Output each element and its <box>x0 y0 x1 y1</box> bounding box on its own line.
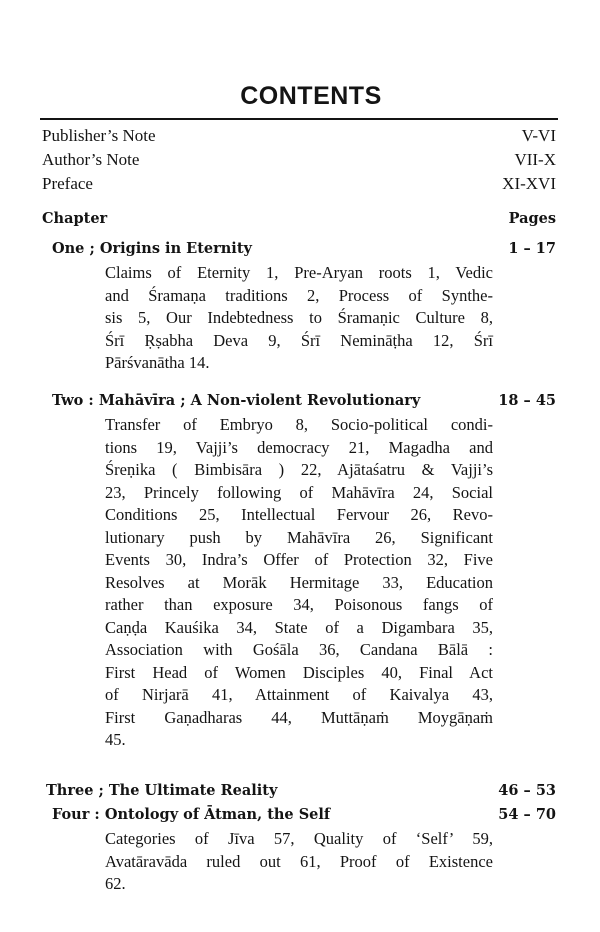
chapter-summary <box>105 414 493 752</box>
chapter-number: Two : <box>52 392 94 409</box>
chapter-number: One ; <box>52 240 95 257</box>
summary-line: Avatāravāda ruled out 61, Proof of Existence <box>105 851 493 871</box>
summary-line: First Gaṇadharas 44, Muttāṇaṁ Moygāṇaṁ <box>105 707 493 727</box>
front-matter-row <box>42 150 556 174</box>
summary-line: Pārśvanātha 14. <box>105 353 210 372</box>
entry-label: Preface <box>42 174 93 193</box>
front-matter-row <box>42 174 556 198</box>
summary-line: tions 19, Vajji’s democracy 21, Magadha and <box>105 437 493 457</box>
summary-line: Śreṇika ( Bimbisāra ) 22, Ajātaśatru & Vajji’s <box>105 460 493 479</box>
chapter-row <box>52 806 556 830</box>
summary-line: Śrī Ṛṣabha Deva 9, Śrī Nemināṭha 12, Śrī <box>105 330 493 350</box>
chapter-title: The Ultimate Reality <box>108 782 278 799</box>
chapter-summary <box>105 828 493 896</box>
chapter-row <box>52 240 556 264</box>
chapter-title: Ontology of Ātman, the Self <box>104 806 331 823</box>
summary-line: lutionary push by Mahāvīra 26, Significant <box>105 527 493 547</box>
summary-line: Resolves at Morāk Hermitage 33, Education <box>105 572 493 592</box>
chapter-pages: 18 – 45 <box>498 392 556 409</box>
summary-line: 23, Princely following of Mahāvīra 24, Social <box>105 482 493 502</box>
page-title: CONTENTS <box>240 82 382 110</box>
pages-column-header: Pages <box>508 210 556 227</box>
chapter-number: Three ; <box>46 782 104 799</box>
entry-pages: VII-X <box>514 150 556 169</box>
summary-line: of Nirjarā 41, Attainment of Kaivalya 43, <box>105 685 493 704</box>
summary-line: First Head of Women Disciples 40, Final Act <box>105 662 493 682</box>
column-header-row <box>42 210 556 234</box>
summary-line: 45. <box>105 730 126 749</box>
chapter-title: Origins in Eternity <box>99 240 252 257</box>
chapter-pages: 46 – 53 <box>498 782 556 799</box>
summary-line: 62. <box>105 874 126 893</box>
entry-label: Author’s Note <box>42 150 140 169</box>
summary-line: and Śramaṇa traditions 2, Process of Synthe- <box>105 285 493 305</box>
summary-line: sis 5, Our Indebtedness to Śramaṇic Culture 8, <box>105 308 493 327</box>
summary-line: rather than exposure 34, Poisonous fangs of <box>105 595 493 614</box>
front-matter-row <box>42 126 556 150</box>
entry-label: Publisher’s Note <box>42 126 156 145</box>
summary-line: Transfer of Embryo 8, Socio-political condi- <box>105 415 493 434</box>
chapter-summary <box>105 262 493 375</box>
chapter-pages: 54 – 70 <box>498 806 556 823</box>
summary-line: Events 30, Indra’s Offer of Protection 32, Five <box>105 550 493 569</box>
chapter-number: Four : <box>52 806 100 823</box>
summary-line: Association with Gośāla 36, Candana Bālā : <box>105 640 493 659</box>
chapter-pages: 1 – 17 <box>508 240 556 257</box>
summary-line: Caṇḍa Kauśika 34, State of a Digambara 35, <box>105 617 493 637</box>
entry-pages: V-VI <box>521 126 556 145</box>
summary-line: Categories of Jīva 57, Quality of ‘Self’ 59, <box>105 829 493 848</box>
summary-line: Claims of Eternity 1, Pre-Aryan roots 1, Vedic <box>105 263 493 282</box>
chapter-column-header: Chapter <box>42 210 108 227</box>
summary-line: Conditions 25, Intellectual Fervour 26, Revo- <box>105 505 493 524</box>
chapter-title: Mahāvīra ; A Non-violent Revolutionary <box>98 392 421 409</box>
chapter-row <box>52 392 556 416</box>
chapter-row <box>46 782 556 806</box>
title-rule <box>40 118 558 120</box>
entry-pages: XI-XVI <box>502 174 556 193</box>
